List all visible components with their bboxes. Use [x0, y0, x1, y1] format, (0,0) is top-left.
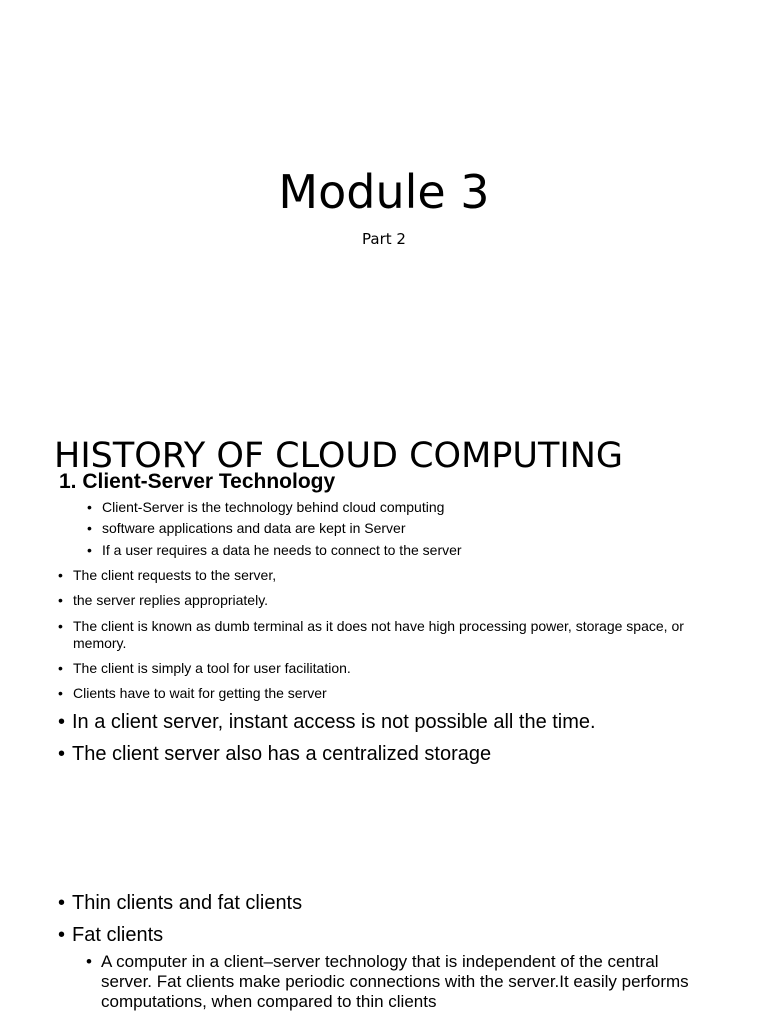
section-heading: 1. Client-Server Technology	[59, 470, 336, 493]
bullet-icon: •	[58, 618, 63, 634]
slide-title: Module 3	[278, 165, 490, 219]
bullet-icon: •	[86, 952, 92, 971]
section-title: HISTORY OF CLOUD COMPUTING	[54, 436, 624, 476]
bullet-icon: •	[87, 499, 92, 515]
bullet-icon: •	[58, 567, 63, 583]
bullet-icon: •	[58, 924, 66, 946]
bullet-icon: •	[58, 660, 63, 676]
bullet-icon: •	[58, 743, 66, 765]
bullet-icon: •	[58, 711, 66, 733]
bullet-icon: •	[87, 520, 92, 536]
bullet-icon: •	[58, 685, 63, 701]
slide-subtitle: Part 2	[362, 230, 406, 248]
bullet-icon: •	[58, 892, 66, 914]
bullet-icon: •	[87, 542, 92, 558]
bullet-icon: •	[58, 592, 63, 608]
